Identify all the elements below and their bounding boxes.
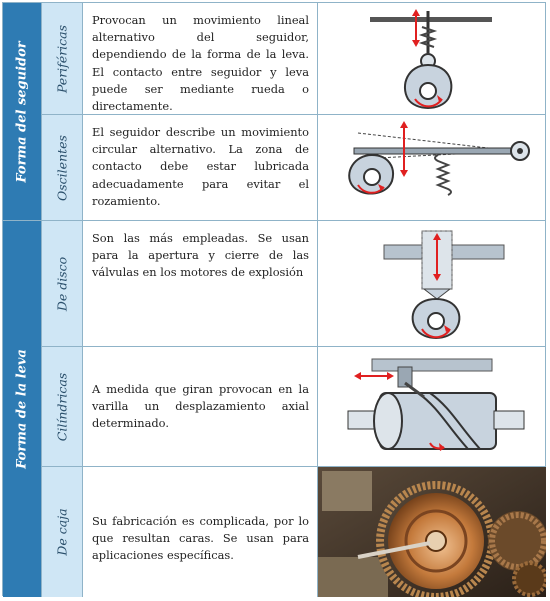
group-forma-leva: [3, 221, 41, 597]
row-label-text: Oscilentes: [54, 134, 70, 201]
disc-cam-icon: [318, 221, 546, 347]
row-label-oscilentes: [41, 115, 82, 221]
row-description: Provocan un movimiento lineal alternativo del seguidor, dependiendo de la forma de la leva. El contacto entre seguidor y leva puede ser mediante rueda o directamente.: [82, 3, 317, 115]
row-label-text: Periféricas: [54, 24, 70, 93]
group-label: Forma de la leva: [14, 349, 30, 469]
row-description: Son las más empleadas. Se usan para la apertura y cierre de las válvulas en los motores de explosión: [82, 221, 317, 347]
illustration-cylindrical-cam: [317, 347, 545, 467]
peripheral-cam-icon: [318, 3, 546, 115]
group-label: Forma del seguidor: [14, 40, 30, 183]
row-description: A medida que giran provocan en la varilla un desplazamiento axial determinado.: [82, 347, 317, 467]
row-label-text: Cilíndricas: [54, 372, 70, 441]
photo-box-cam: [317, 467, 545, 597]
row-label-perifericas: [41, 3, 82, 115]
cam-types-table: [2, 2, 546, 596]
row-description: El seguidor describe un movimiento circular alternativo. La zona de contacto debe estar lubricada adecuadamente para evitar el rozamiento.: [82, 115, 317, 221]
illustration-disc-cam: [317, 221, 545, 347]
oscillating-follower-icon: [318, 115, 546, 221]
row-label-de-disco: [41, 221, 82, 347]
row-label-de-caja: [41, 467, 82, 597]
row-label-cilindricas: [41, 347, 82, 467]
group-forma-seguidor: [3, 3, 41, 221]
cylindrical-cam-icon: [318, 347, 546, 467]
illustration-oscillating-follower: [317, 115, 545, 221]
row-label-text: De caja: [54, 508, 70, 556]
box-cam-photo: [318, 467, 546, 597]
illustration-peripheral-cam: [317, 3, 545, 115]
row-description: Su fabricación es complicada, por lo que resultan caras. Se usan para aplicaciones específicas.: [82, 467, 317, 597]
row-label-text: De disco: [54, 256, 70, 311]
